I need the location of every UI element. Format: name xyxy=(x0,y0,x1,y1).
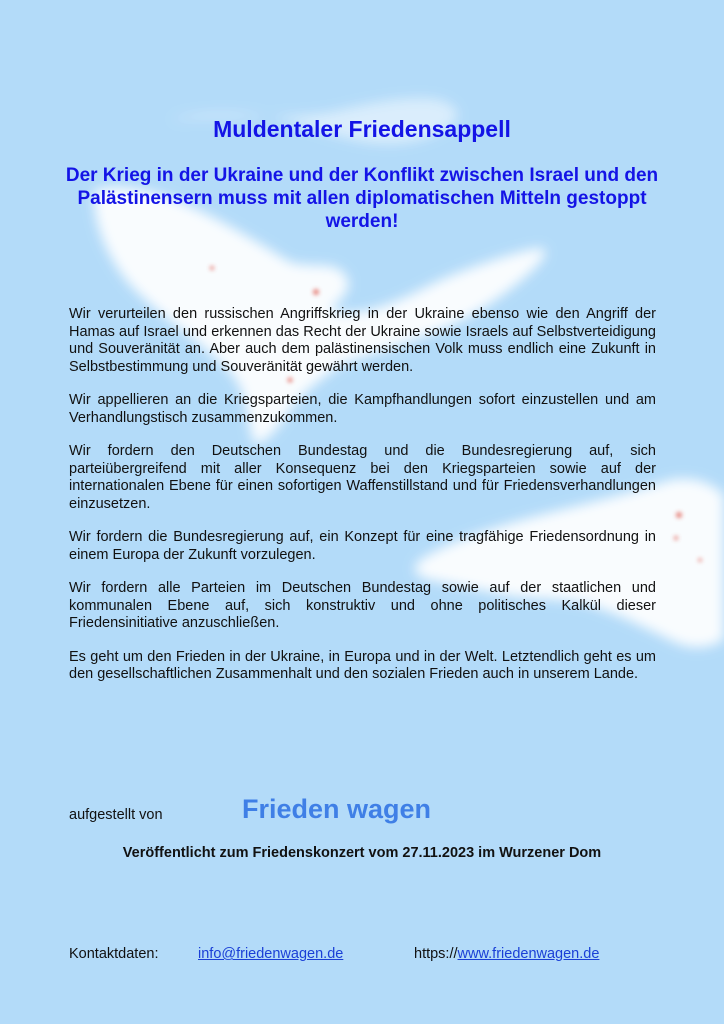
created-by-label: aufgestellt von xyxy=(69,807,163,823)
paragraph: Wir verurteilen den russischen Angriffskrieg in der Ukraine ebenso wie den Angriff der Hamas auf Israel und erkennen das Recht der Ukraine sowie Israels auf Selbstverteidigung und Souveränität an. Aber auch dem palästinensischen Volk muss endlich eine Zukunft in Selbstbestimmung und Souveränität gewährt werden. xyxy=(69,306,656,375)
published-note: Veröffentlicht zum Friedenskonzert vom 27.11.2023 im Wurzener Dom xyxy=(122,845,602,861)
website-link[interactable]: www.friedenwagen.de xyxy=(457,946,600,962)
page-title: Muldentaler Friedensappell xyxy=(213,116,511,142)
paragraph: Wir fordern den Deutschen Bundestag und die Bundesregierung auf, sich parteiübergreifend mit aller Konsequenz bei den Kriegsparteien sowie auf der internationalen Ebene für einen sofortigen Waffenstillstand und für Friedensverhandlungen einzusetzen. xyxy=(69,443,656,512)
page-subtitle: Der Krieg in der Ukraine und der Konflikt zwischen Israel und den Palästinensern muss mit allen diplomatischen Mitteln gestoppt werden! xyxy=(65,165,659,232)
paragraph: Wir appellieren an die Kriegsparteien, die Kampfhandlungen sofort einzustellen und am Verhandlungstisch zusammenzukommen. xyxy=(69,392,656,426)
contact-website xyxy=(414,946,599,962)
brand-name: Frieden wagen xyxy=(242,794,432,824)
contact-email-link[interactable]: info@friedenwagen.de xyxy=(198,946,344,962)
paragraph: Es geht um den Frieden in der Ukraine, in Europa und in der Welt. Letztendlich geht es um den gesellschaftlichen Zusammenhalt und den sozialen Frieden auch in unserem Lande. xyxy=(69,648,656,682)
contact-label: Kontaktdaten: xyxy=(69,946,159,962)
paragraph: Wir fordern alle Parteien im Deutschen Bundestag sowie auf der staatlichen und kommunalen Ebene auf, sich konstruktiv und ohne politisches Kalkül dieser Friedensinitiative anzuschließen. xyxy=(69,580,656,631)
url-prefix: https:// xyxy=(414,946,458,962)
paragraph: Wir fordern die Bundesregierung auf, ein Konzept für eine tragfähige Friedensordnung in einem Europa der Zukunft vorzulegen. xyxy=(69,529,656,563)
appeal-body xyxy=(69,306,656,700)
